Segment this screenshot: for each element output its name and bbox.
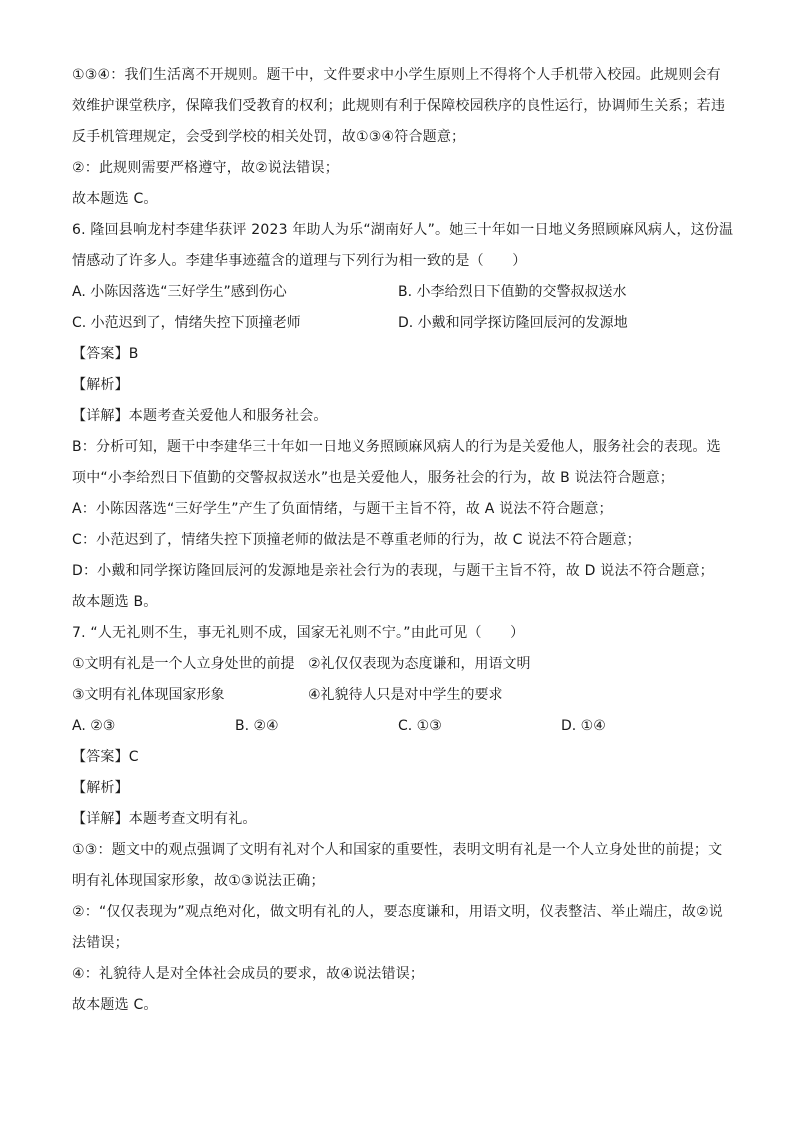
option-c: C. 小范迟到了，情绪失控下顶撞老师	[72, 315, 301, 331]
option-a: A. 小陈因落选“三好学生”感到伤心	[72, 284, 287, 300]
explain-line: ②：“仅仅表现为”观点绝对化，做文明有礼的人，要态度谦和，用语文明，仪表整洁、举止端庄，故②说	[72, 904, 724, 920]
conclusion-line: 故本题选 C。	[72, 191, 158, 207]
analysis-label: 【解析】	[72, 377, 129, 393]
option-row	[72, 308, 724, 339]
question-stem: 情感动了许多人。李建华事迹蕴含的道理与下列行为相一致的是（ ）	[72, 253, 527, 269]
option-row	[72, 277, 724, 308]
explain-line: C：小范迟到了，情绪失控下顶撞老师的做法是不尊重老师的行为，故 C 说法不符合题意；	[72, 532, 641, 548]
text-line: 效维护课堂秩序，保障我们受教育的权利；此规则有利于保障校园秩序的良性运行，协调师生关系；若违	[72, 98, 726, 114]
explain-line: 法错误；	[72, 935, 129, 951]
explain-line: D：小戴和同学探访隆回辰河的发源地是亲社会行为的表现，与题干主旨不符，故 D 说法不符合题意；	[72, 563, 714, 579]
explain-line: ①③：题文中的观点强调了文明有礼对个人和国家的重要性，表明文明有礼是一个人立身处世的前提；文	[72, 842, 723, 858]
option-b: B. 小李给烈日下值勤的交警叔叔送水	[398, 284, 627, 300]
statement-row	[72, 649, 724, 680]
option-b: B. ②④	[235, 718, 279, 734]
text-line: ①③④：我们生活离不开规则。题干中，文件要求中小学生原则上不得将个人手机带入校园。此规则会有	[72, 67, 721, 83]
detail-line: 【详解】本题考查文明有礼。	[72, 811, 257, 827]
option-c: C. ①③	[398, 718, 442, 734]
text-line: 反手机管理规定，会受到学校的相关处罚，故①③④符合题意；	[72, 129, 466, 145]
conclusion-line: 故本题选 C。	[72, 997, 158, 1013]
explain-line: A：小陈因落选“三好学生”产生了负面情绪，与题干主旨不符，故 A 说法不符合题意；	[72, 501, 613, 517]
explain-line: ④：礼貌待人是对全体社会成员的要求，故④说法错误；	[72, 966, 425, 982]
explain-line: B：分析可知，题干中李建华三十年如一日地义务照顾麻风病人的行为是关爱他人，服务社会的表现。选	[72, 439, 721, 455]
analysis-label: 【解析】	[72, 780, 129, 796]
option-d: D. ①④	[561, 718, 606, 734]
statement-2: ②礼仅仅表现为态度谦和，用语文明	[308, 656, 531, 672]
explain-line: 明有礼体现国家形象，故①③说法正确；	[72, 873, 325, 889]
question-stem: 7. “人无礼则不生，事无礼则不成，国家无礼则不宁。”由此可见（ ）	[72, 625, 525, 641]
option-d: D. 小戴和同学探访隆回辰河的发源地	[398, 315, 628, 331]
detail-line: 【详解】本题考查关爱他人和服务社会。	[72, 408, 328, 424]
document-page	[72, 60, 734, 1021]
question-stem: 6. 隆回县响龙村李建华获评 2023 年助人为乐“湖南好人”。她三十年如一日地义务照顾麻风病人，这份温	[72, 222, 734, 238]
statement-row	[72, 680, 724, 711]
answer-label: 【答案】C	[72, 749, 139, 765]
text-line: ②：此规则需要严格遵守，故②说法错误；	[72, 160, 339, 176]
option-a: A. ②③	[72, 718, 116, 734]
statement-3: ③文明有礼体现国家形象	[72, 687, 225, 703]
conclusion-line: 故本题选 B。	[72, 594, 158, 610]
statement-4: ④礼貌待人只是对中学生的要求	[308, 687, 503, 703]
answer-label: 【答案】B	[72, 346, 139, 362]
option-row	[72, 711, 724, 742]
explain-line: 项中“小李给烈日下值勤的交警叔叔送水”也是关爱他人，服务社会的行为，故 B 说法符合题意；	[72, 470, 675, 486]
statement-1: ①文明有礼是一个人立身处世的前提	[72, 656, 295, 672]
